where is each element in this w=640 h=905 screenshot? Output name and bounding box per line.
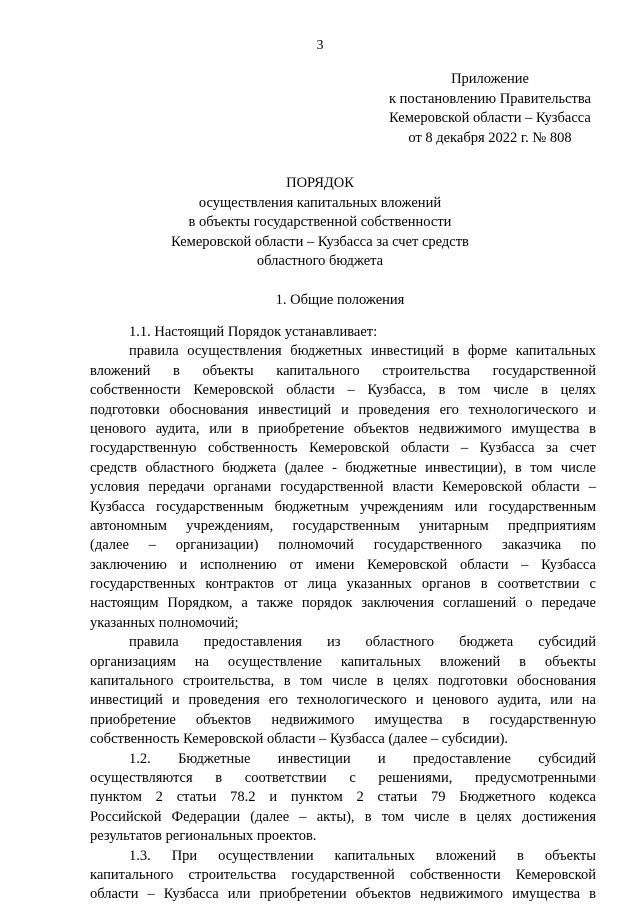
text-line: условия передачи органами государственной власти Кемеровской области – (90, 479, 596, 496)
text-line: капитального строительства, в том числе в целях подготовки обоснования (90, 673, 596, 690)
text-line: собственность Кемеровской области – Кузбасса (далее – субсидии). (90, 731, 509, 748)
text-line: ценового аудита, или в приобретение объектов недвижимого имущества в (90, 420, 596, 437)
text-line: организациям на осуществление капитальных вложений в объекты (90, 653, 596, 670)
title-line: в объекты государственной собственности (188, 214, 452, 230)
body-text (90, 323, 596, 905)
text-line: средств областного бюджета (далее - бюджетные инвестиции), в том числе (90, 459, 596, 476)
title-line: Кемеровской области – Кузбасса за счет средств (171, 233, 469, 250)
document-title (0, 174, 640, 272)
text-line: указанных полномочий; (90, 614, 239, 631)
text-line: Кузбасса государственным бюджетным учреждениям или государственным (90, 498, 596, 515)
text-line: подготовки обоснования инвестиций и проведения его технологического и (90, 401, 596, 418)
text-line: заключению и исполнению от имени Кемеровской области – Кузбасса (90, 556, 596, 573)
text-line: собственности Кемеровской области – Кузбасса, в том числе в целях (90, 382, 596, 399)
text-line: правила осуществления бюджетных инвестиций в форме капитальных (129, 343, 596, 360)
title-line: ПОРЯДОК (286, 175, 354, 191)
appendix-line: от 8 декабря 2022 г. № 808 (408, 129, 572, 146)
text-line: капитального строительства государственной собственности Кемеровской (90, 866, 596, 883)
text-line: 1.1. Настоящий Порядок устанавливает: (129, 324, 378, 340)
title-line: осуществления капитальных вложений (198, 194, 442, 211)
appendix-block (370, 70, 610, 148)
text-line: правила предоставления из областного бюджета субсидий (129, 634, 596, 651)
text-line: 1.3. При осуществлении капитальных вложений в объекты (129, 847, 596, 864)
title-line: областного бюджета (256, 253, 384, 269)
appendix-line: Кемеровской области – Кузбасса (389, 110, 591, 126)
appendix-line: к постановлению Правительства (389, 90, 591, 107)
appendix-line: Приложение (451, 71, 529, 87)
text-line: (далее – организации) полномочий государственного заказчика по (90, 537, 596, 554)
text-line: инвестиций и проведения его технологического и ценового аудита, или на (90, 692, 596, 709)
text-line: пунктом 2 статьи 78.2 и пунктом 2 статьи 79 Бюджетного кодекса (90, 789, 596, 806)
page-number: 3 (316, 38, 324, 53)
text-line: автономным учреждениям, государственным унитарным предприятиям (90, 517, 596, 534)
section-heading: 1. Общие положения (275, 292, 405, 308)
text-line: области – Кузбасса или приобретении объектов недвижимого имущества в (90, 886, 596, 903)
text-line: 1.2. Бюджетные инвестиции и предоставление субсидий (129, 750, 596, 767)
text-line: осуществляются в соответствии с решениями, предусмотренными (90, 769, 596, 786)
text-line: государственных контрактов от лица указанных органов в соответствии с (90, 576, 596, 593)
text-line: приобретение объектов недвижимого имущества в государственную (90, 711, 596, 728)
text-line: настоящим Порядком, а также порядок заключения соглашений о передаче (90, 595, 596, 612)
text-line: Российской Федерации (далее – акты), в том числе в целях достижения (90, 808, 596, 825)
text-line: государственную собственность Кемеровской области – Кузбасса за счет (90, 440, 596, 457)
text-line: вложений в объекты капитального строительства государственной (90, 362, 596, 379)
text-line: результатов региональных проектов. (90, 828, 317, 845)
